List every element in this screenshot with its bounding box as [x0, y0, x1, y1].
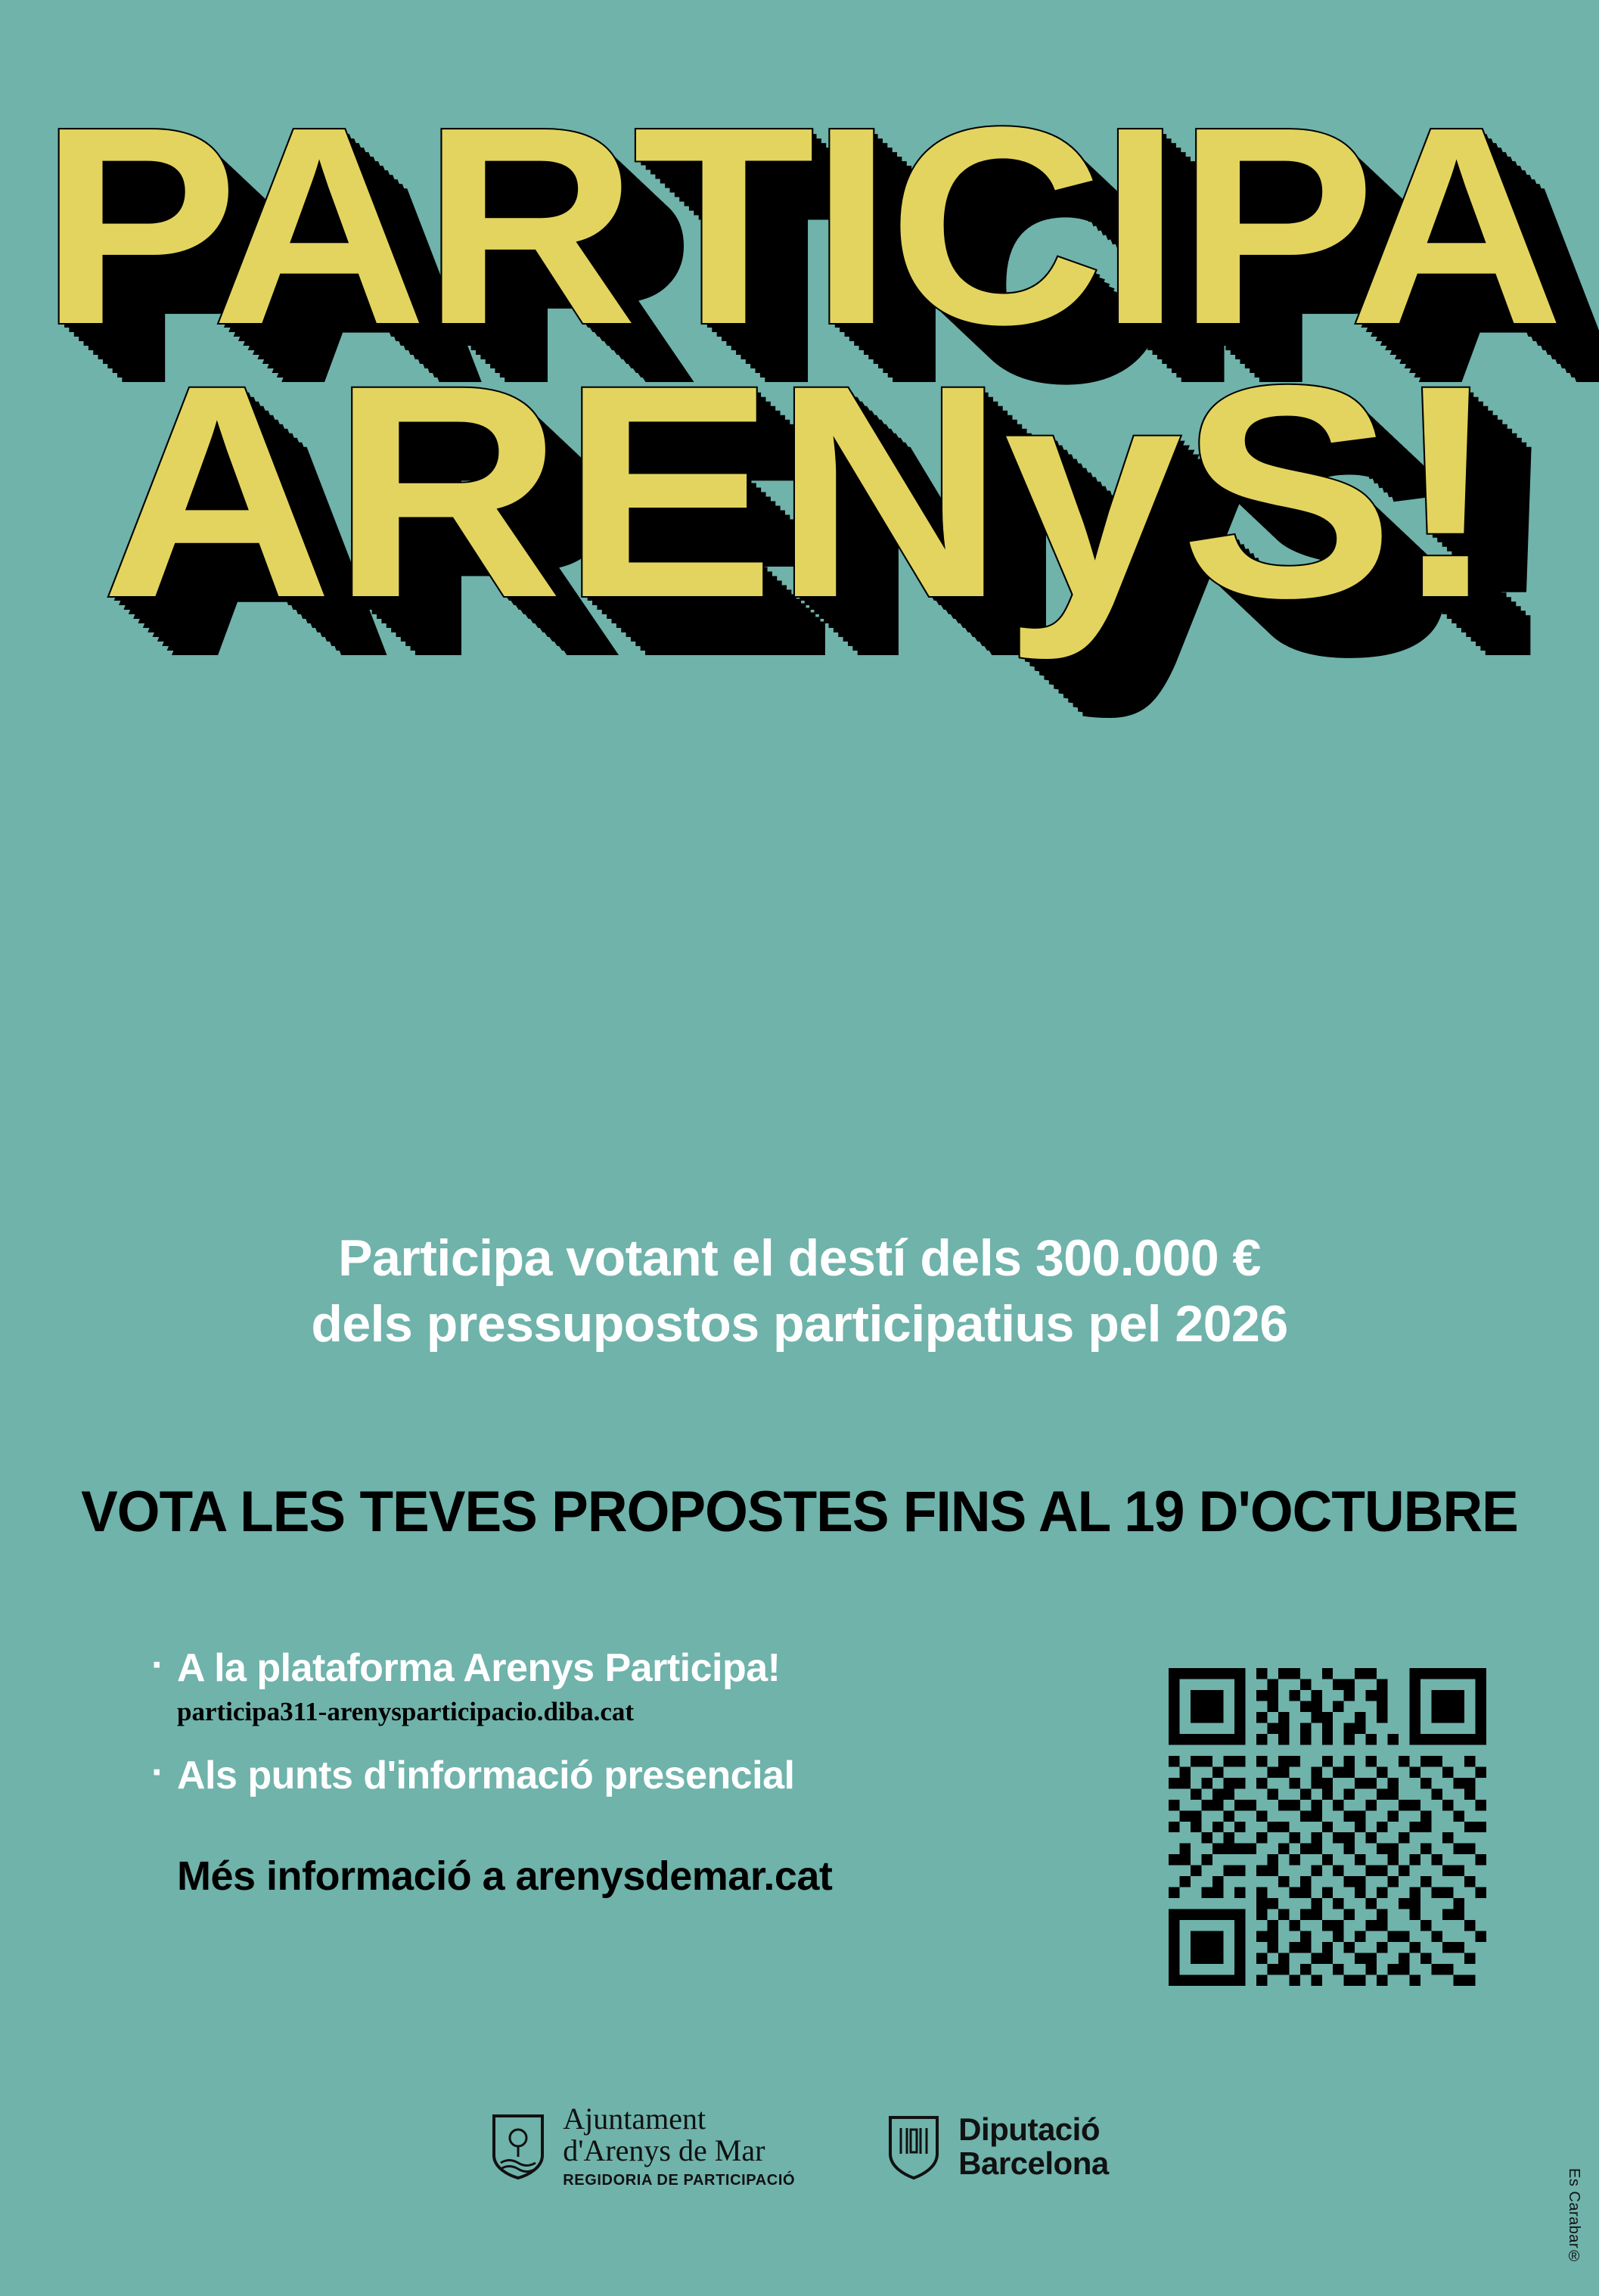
logo-diputacio-barcelona [886, 2112, 1109, 2181]
more-info-text: Més informació a arenysdemar.cat [177, 1853, 833, 1899]
list-item [151, 1753, 1074, 1798]
logo-line-1: Diputació [958, 2111, 1100, 2147]
qr-code-icon[interactable] [1169, 1668, 1486, 1986]
bullet-dot-icon: · [151, 1643, 164, 1687]
headline-line-2: ARENyS! [101, 322, 1498, 660]
info-list [151, 1645, 1074, 1900]
logo-line-2: Barcelona [958, 2145, 1109, 2181]
logo-line-1: Ajuntament [563, 2102, 706, 2136]
footer-logos [0, 2103, 1599, 2189]
diputacio-barcelona-crest-icon [886, 2113, 942, 2179]
list-item [151, 1645, 1074, 1691]
arenys-de-mar-crest-icon [490, 2113, 546, 2179]
logo-ajuntament-arenys-de-mar [490, 2103, 795, 2189]
bullet-label-in-person: Als punts d'informació presencial [177, 1754, 795, 1797]
designer-credit: Es Carabar® [1566, 2168, 1582, 2266]
headline [0, 68, 1599, 660]
bullet-label-platform: A la plataforma Arenys Participa! [177, 1646, 781, 1690]
subtitle-line-2: dels pressupostos participatius pel 2026 [311, 1295, 1288, 1353]
subtitle-line-1: Participa votant el destí dels 300.000 € [338, 1229, 1261, 1287]
logo-line-2: d'Arenys de Mar [563, 2133, 765, 2167]
platform-url[interactable]: participa311-arenysparticipacio.diba.cat [177, 1697, 635, 1726]
subtitle [0, 1226, 1599, 1357]
deadline-text: VOTA LES TEVES PROPOSTES FINS AL 19 D'OCTUBRE [81, 1480, 1518, 1544]
headline-line-1: PARTICIPA [39, 68, 1560, 383]
logo-line-3: REGIDORIA DE PARTICIPACIÓ [563, 2172, 796, 2189]
bullet-dot-icon: · [151, 1751, 164, 1794]
